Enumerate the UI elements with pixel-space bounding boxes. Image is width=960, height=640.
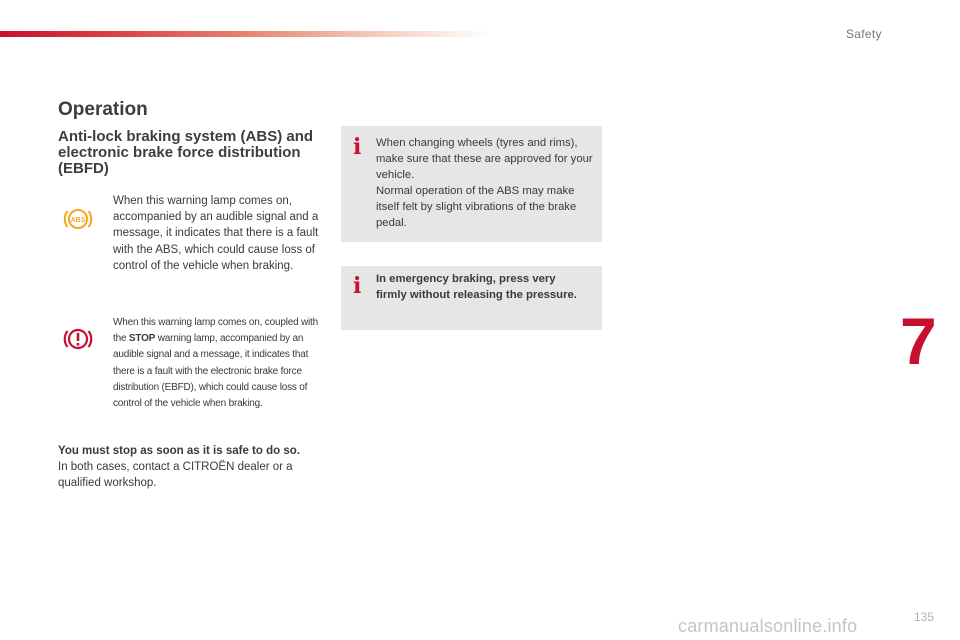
subsection-title: Anti-lock braking system (ABS) and electronic brake force distribution (EBFD) — [58, 128, 314, 177]
header-accent-bar — [0, 31, 490, 37]
brake-lamp-description — [113, 315, 323, 412]
info-icon: i — [353, 273, 362, 299]
info-box-wheels — [341, 126, 602, 242]
brake-warning-lamp-icon — [63, 324, 93, 354]
abs-lamp-description: When this warning lamp comes on, accompanied by an audible signal and a message, it indicates that there is a fault with the ABS, which could cause loss of control of the vehicle when braking. — [113, 195, 319, 272]
section-label: Safety — [846, 27, 882, 41]
contact-text: In both cases, contact a CITROËN dealer or a qualified workshop. — [58, 461, 293, 490]
brake-text-before: When this warning lamp comes on, coupled with the — [113, 317, 318, 345]
info-box-emergency-text: In emergency braking, press very firmly without releasing the pressure. — [376, 273, 577, 301]
info-icon: i — [353, 134, 362, 160]
watermark: carmanualsonline.info — [678, 616, 858, 636]
abs-icon-label: ABS — [70, 217, 86, 224]
info-box-emergency-braking — [341, 266, 602, 330]
stop-keyword: STOP — [128, 333, 156, 345]
abs-warning-lamp-icon — [63, 204, 93, 234]
brake-text-after: warning lamp, accompanied by an audible signal and a message, it indicates that there is a fault with the electronic brake force distribution (EBFD), which could cause loss of control of the vehicle when braking. — [113, 333, 309, 410]
chapter-number: 7 — [900, 304, 937, 378]
info-box-abs-operation-text: Normal operation of the ABS may make itself felt by slight vibrations of the brake pedal. — [376, 185, 577, 229]
page-number: 135 — [914, 610, 935, 624]
info-box-wheels-text: When changing wheels (tyres and rims), make sure that these are approved for your vehicle. — [376, 137, 593, 181]
stop-notice: You must stop as soon as it is safe to do so. — [58, 445, 300, 457]
section-title: Operation — [58, 99, 148, 120]
